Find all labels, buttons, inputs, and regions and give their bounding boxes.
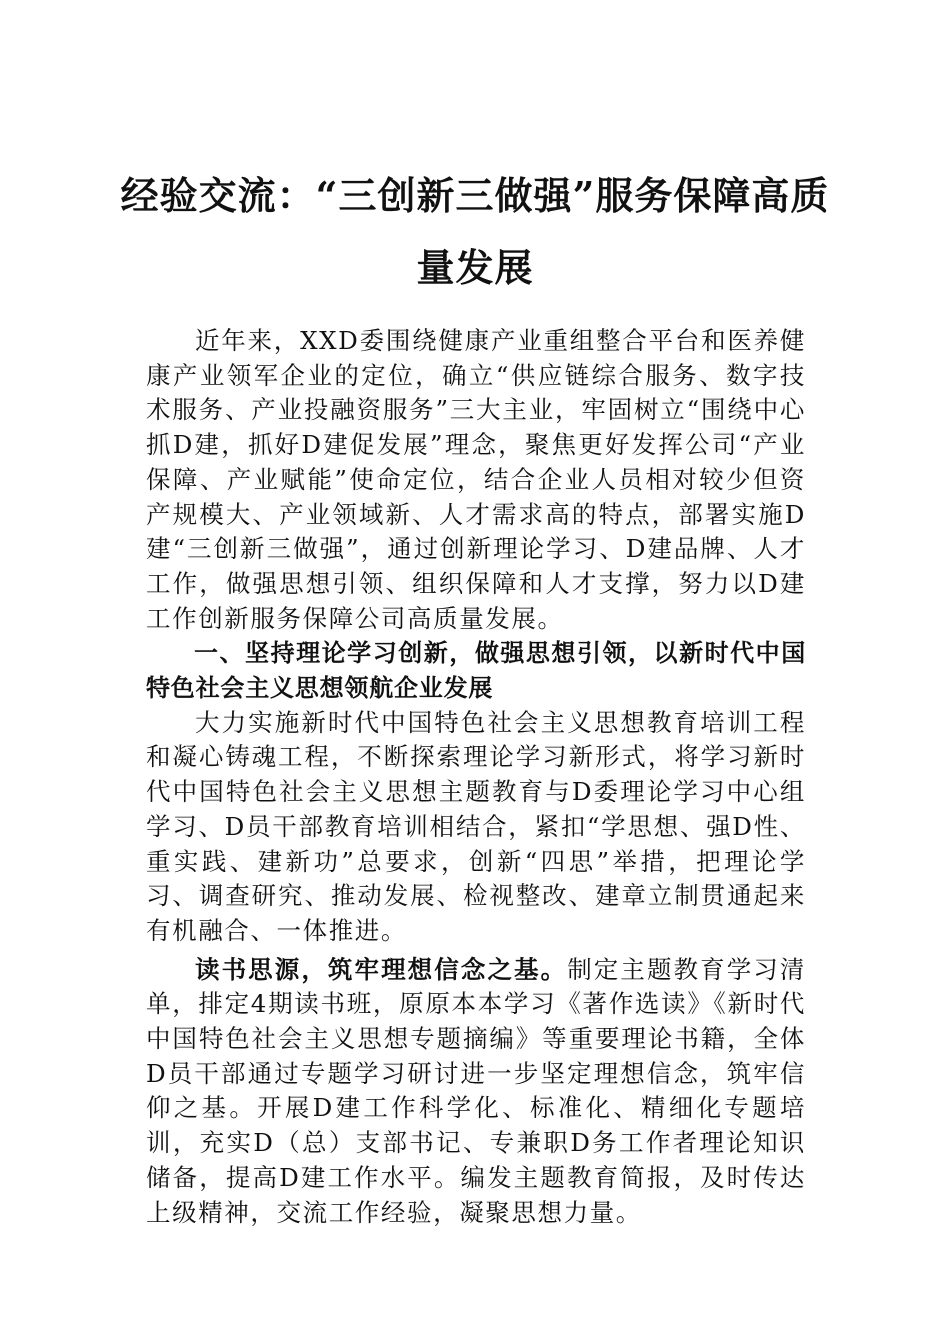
intro-paragraph-text: 近年来，XXD委围绕健康产业重组整合平台和医养健康产业领军企业的定位，确立“供应链综合服务、数字技术服务、产业投融资服务”三大主业，牢固树立“围绕中心抓D建，抓好D建促发展”理念，聚焦更好发挥公司“产业保障、产业赋能”使命定位，结合企业人员相对较少但资产规模大、产业领域新、人才需求高的特点，部署实施D建“三创新三做强”，通过创新理论学习、D建品牌、人才工作，做强思想引领、组织保障和人才支撑，努力以D建工作创新服务保障公司高质量发展。 — [146, 326, 806, 633]
section-heading-1-text: 一、坚持理论学习创新，做强思想引领，以新时代中国特色社会主义思想领航企业发展 — [146, 639, 806, 703]
section-1-paragraph — [146, 706, 806, 949]
document-body — [146, 324, 806, 1230]
reading-paragraph — [146, 953, 806, 1231]
section-heading-1 — [146, 636, 806, 705]
document-title: 经验交流：“三创新三做强”服务保障高质量发展 — [120, 173, 830, 290]
reading-paragraph-text: 制定主题教育学习清单，排定4期读书班，原原本本学习《著作选读》《新时代中国特色社会主义思想专题摘编》等重要理论书籍，全体D员干部通过专题学习研讨进一步坚定理想信念，筑牢信仰之基。开展D建工作科学化、标准化、精细化专题培训，充实D（总）支部书记、专兼职D务工作者理论知识储备，提高D建工作水平。编发主题教育简报，及时传达上级精神，交流工作经验，凝聚思想力量。 — [146, 954, 806, 1227]
section-1-paragraph-text: 大力实施新时代中国特色社会主义思想教育培训工程和凝心铸魂工程，不断探索理论学习新形式，将学习新时代中国特色社会主义思想主题教育与D委理论学习中心组学习、D员干部教育培训相结合，紧扣“学思想、强D性、重实践、建新功”总要求，创新“四思”举措，把理论学习、调查研究、推动发展、检视整改、建章立制贯通起来有机融合、一体推进。 — [146, 707, 806, 945]
intro-paragraph — [146, 324, 806, 636]
reading-paragraph-lead: 读书思源，筑牢理想信念之基。 — [195, 954, 568, 984]
